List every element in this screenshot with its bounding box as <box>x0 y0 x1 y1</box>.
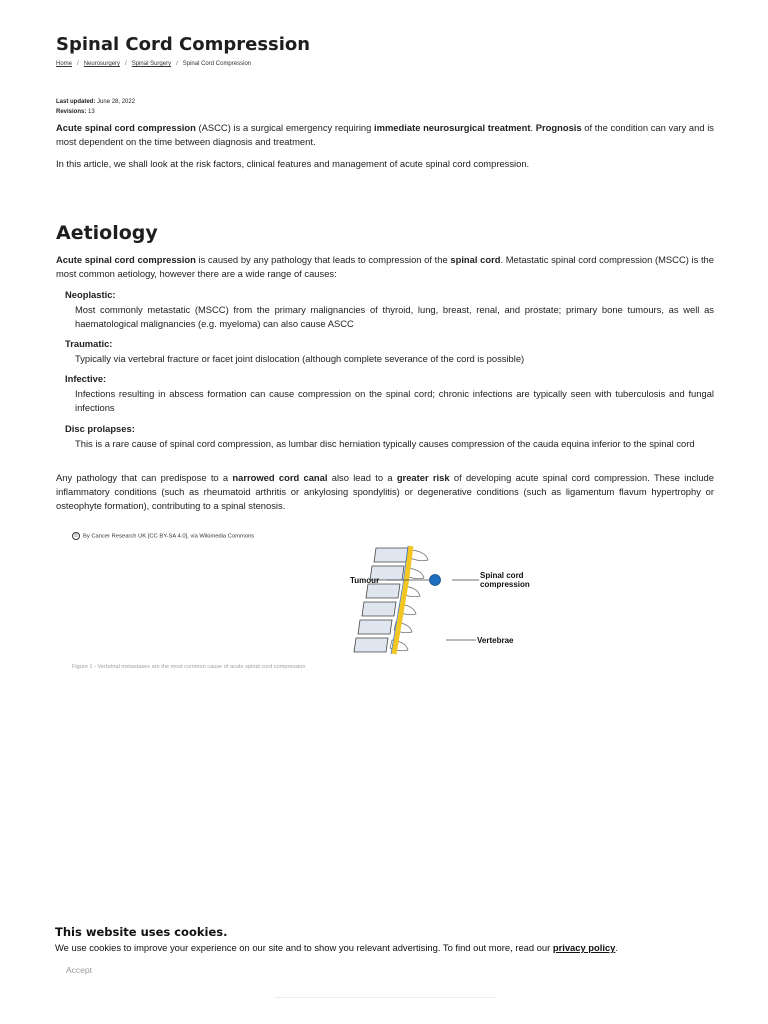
cookie-message <box>55 942 618 953</box>
cookie-text: We use cookies to improve your experience on our site and to show you relevant advertising. To find out more, read our <box>55 942 553 953</box>
label-compression: compression <box>480 580 530 589</box>
label-tumour: Tumour <box>350 576 380 585</box>
breadcrumb-current: Spinal Cord Compression <box>182 61 252 67</box>
aetiology-paragraph-1 <box>56 253 714 281</box>
intro-bold-prognosis: Prognosis <box>535 122 582 133</box>
intro-bold-acute-scc: Acute spinal cord compression <box>56 122 196 133</box>
figure-credit-text: By Cancer Research UK [CC BY-SA 4.0], via Wikimedia Commons <box>83 533 255 540</box>
intro-bold-treatment: immediate neurosurgical treatment <box>374 122 531 133</box>
aetiology-bold-narrowed-canal: narrowed cord canal <box>232 472 328 483</box>
aetiology-text: is caused by any pathology that leads to compression of the <box>195 254 451 265</box>
cause-desc-disc-prolapses: This is a rare cause of spinal cord compression, as lumbar disc herniation typically causes compression of the cauda equina inferior to the spinal cord <box>75 438 695 449</box>
breadcrumb-link-spinal-surgery[interactable]: Spinal Surgery <box>131 61 172 67</box>
divider <box>275 997 495 998</box>
last-updated-value: June 28, 2022 <box>97 99 136 105</box>
breadcrumb-separator: / <box>125 61 127 67</box>
vertebrae-column-drawing <box>354 548 428 652</box>
aetiology-bold-greater-risk: greater risk <box>396 472 450 483</box>
revisions-value: 13 <box>88 109 95 115</box>
label-spinal-cord: Spinal cord <box>480 571 524 580</box>
cause-desc-infective: Infections resulting in abscess formation can cause compression on the spinal cord; chronic infections are typically seen with tuberculosis and fungal infections <box>75 388 714 413</box>
intro-text: . <box>530 122 536 133</box>
cause-term-disc-prolapses: Disc prolapses: <box>65 423 135 434</box>
revisions-label: Revisions: <box>56 109 87 115</box>
last-updated-label: Last updated: <box>56 99 96 105</box>
breadcrumb-link-neurosurgery[interactable]: Neurosurgery <box>83 61 121 67</box>
privacy-policy-link[interactable]: privacy policy <box>552 942 616 953</box>
intro-paragraph-2: In this article, we shall look at the risk factors, clinical features and management of acute spinal cord compression. <box>56 158 530 169</box>
cookie-text-end: . <box>615 942 618 953</box>
breadcrumb-link-home[interactable]: Home <box>56 61 73 67</box>
cause-desc-neoplastic: Most commonly metastatic (MSCC) from the primary malignancies of thyroid, lung, breast, renal, and prostate; primary bone tumours, as well as haematological malignancies (e.g. myeloma) can also cause ASCC <box>75 304 714 329</box>
figure-caption: Figure 1 - Vertebral metastases are the most common cause of acute spinal cord compression <box>72 664 306 670</box>
breadcrumb-separator: / <box>77 61 79 67</box>
breadcrumb <box>56 61 251 67</box>
aetiology-text: . Metastatic spinal cord compression (MSCC) is the most common aetiology, however there are a wide range of causes: <box>56 254 714 279</box>
breadcrumb-separator: / <box>176 61 178 67</box>
spine-compression-diagram <box>286 544 530 656</box>
aetiology-bold-spinal-cord: spinal cord <box>450 254 501 265</box>
aetiology-text: also lead to a <box>327 472 397 483</box>
aetiology-bold-acute-scc: Acute spinal cord compression <box>56 254 196 265</box>
aetiology-text: of developing acute spinal cord compression. These include inflammatory conditions (such as rheumatoid arthritis or ankylosing spondylitis) or degenerative conditions (such as ligamentum flavum hypertrophy or osteophyte formation), contributing to a spinal stenosis. <box>56 472 714 511</box>
label-vertebrae: Vertebrae <box>477 636 514 645</box>
aetiology-heading: Aetiology <box>56 222 158 244</box>
intro-paragraph-1 <box>56 121 714 149</box>
cookie-title: This website uses cookies. <box>55 925 228 939</box>
intro-text: (ASCC) is a surgical emergency requiring <box>195 122 375 133</box>
aetiology-paragraph-2 <box>56 471 714 513</box>
cause-term-neoplastic: Neoplastic: <box>65 289 116 300</box>
accept-cookies-button[interactable]: Accept <box>58 963 100 977</box>
figure-credit <box>72 532 254 540</box>
copyright-icon: © <box>72 532 80 540</box>
intro-text: of the condition can vary and is most dependent on the time between diagnosis and treatment. <box>56 122 714 147</box>
page-title: Spinal Cord Compression <box>56 34 311 55</box>
aetiology-text: Any pathology that can predispose to a <box>56 472 233 483</box>
cause-term-traumatic: Traumatic: <box>65 338 113 349</box>
last-updated <box>56 99 135 105</box>
cause-term-infective: Infective: <box>65 373 107 384</box>
revisions <box>56 109 95 115</box>
cause-desc-traumatic: Typically via vertebral fracture or facet joint dislocation (although complete severance of the cord is possible) <box>75 353 525 364</box>
tumour-drawing <box>430 575 441 586</box>
